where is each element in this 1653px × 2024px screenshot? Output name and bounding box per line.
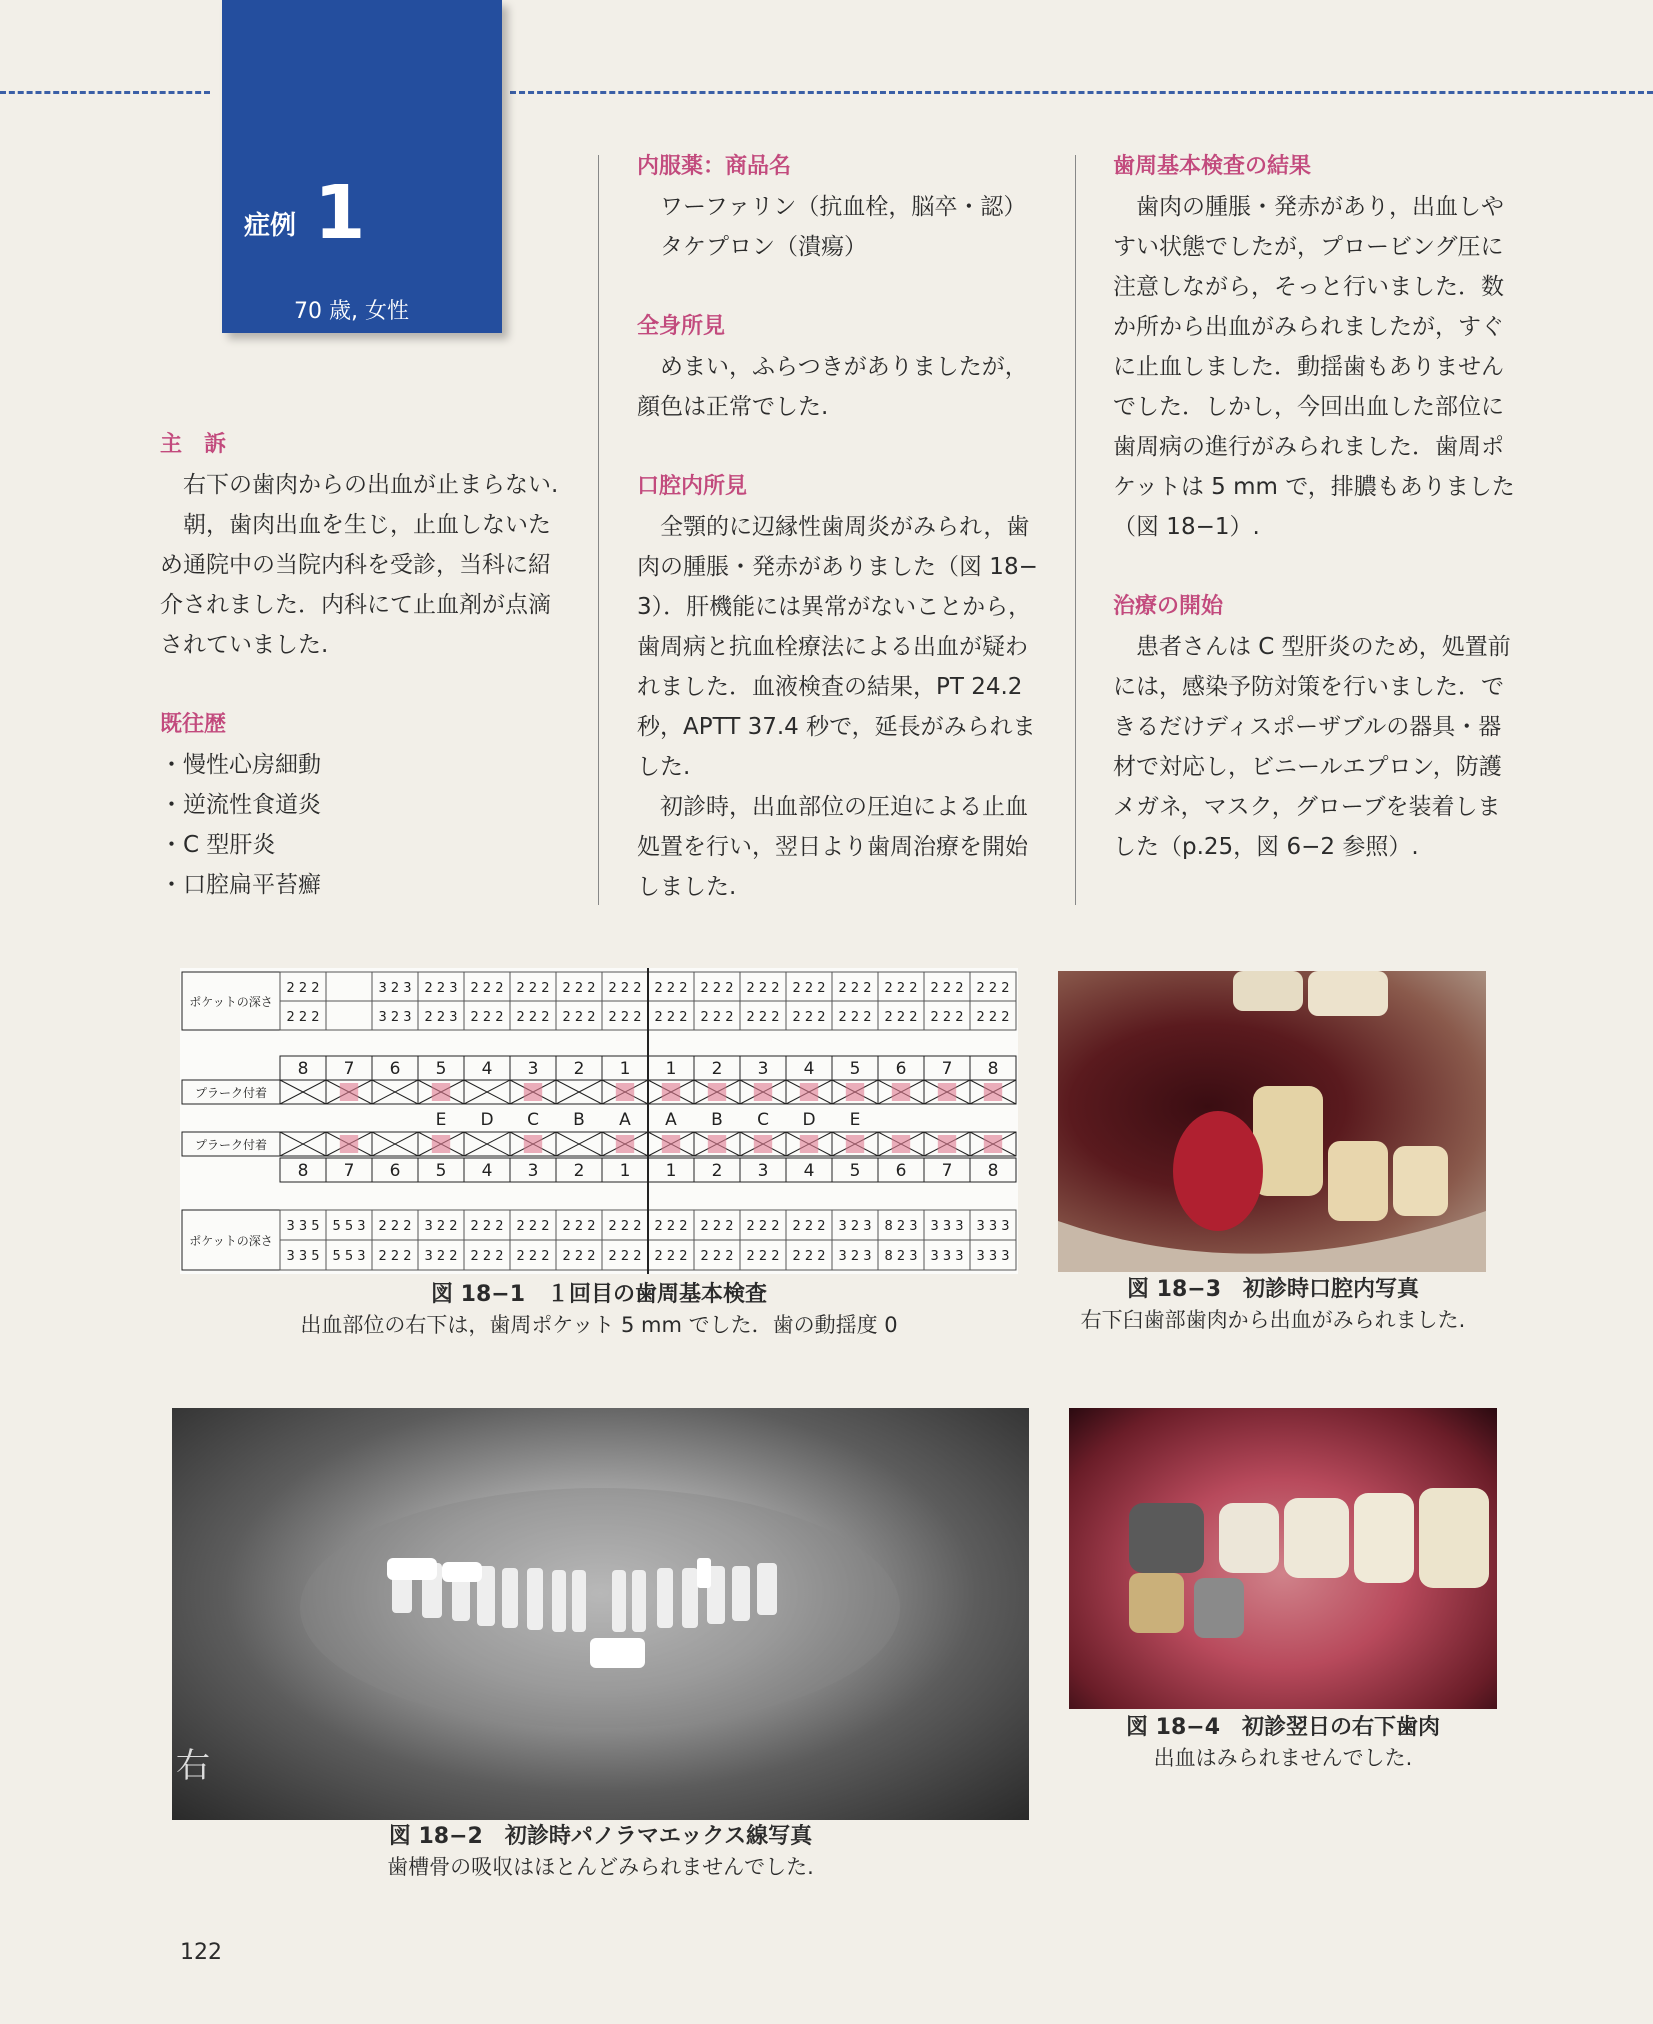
fig3-caption xyxy=(1040,1275,1506,1335)
pocket-value-lower: 8 2 3 xyxy=(884,1249,918,1264)
plaque-row-lower-plaque-fill xyxy=(616,1135,634,1153)
plaque-row-upper-plaque-fill xyxy=(662,1083,680,1101)
fig1-title: 図 18−1 １回目の歯周基本検査 xyxy=(430,1282,768,1307)
tooth-row-lower-number: 8 xyxy=(987,1161,999,1181)
column-right xyxy=(1113,147,1553,867)
column-left xyxy=(160,425,580,905)
plaque-row-upper-plaque-fill xyxy=(892,1083,910,1101)
intraoral-photo-first-visit xyxy=(1058,971,1486,1272)
pocket-value-upper: 2 2 2 xyxy=(930,981,964,996)
chief-complaint-l1: 朝，歯肉出血を生じ，止血しないた xyxy=(183,512,551,538)
pocket-value-upper: 2 2 2 xyxy=(700,1010,734,1025)
treatment-start-l6: した（p.25，図 6−2 参照）. xyxy=(1113,834,1419,860)
pocket-value-upper: 3 2 3 xyxy=(378,981,412,996)
oral-findings-l1: 全顎的に辺縁性歯周炎がみられ，歯 xyxy=(660,514,1030,540)
tooth-row-upper-number: 7 xyxy=(343,1059,355,1079)
plaque-row-upper-plaque-fill xyxy=(708,1083,726,1101)
pocket-value-lower: 3 2 3 xyxy=(838,1219,872,1234)
tooth-row-upper-number: 8 xyxy=(987,1059,999,1079)
pocket-value-lower: 2 2 2 xyxy=(608,1219,642,1234)
pocket-value-upper: 2 2 2 xyxy=(286,1010,320,1025)
pocket-value-lower: 3 2 3 xyxy=(838,1249,872,1264)
pocket-value-upper: 2 2 2 xyxy=(470,1010,504,1025)
history-item: ・口腔扁平苔癬 xyxy=(160,872,321,898)
pocket-value-upper: 3 2 3 xyxy=(378,1010,412,1025)
plaque-row-upper-plaque-fill xyxy=(524,1083,542,1101)
medication-item: タケプロン（潰瘍） xyxy=(660,234,867,260)
tooth-row-upper-number: 1 xyxy=(619,1059,631,1079)
medication-heading: 内服薬：商品名 xyxy=(637,154,792,179)
tooth-row-upper-number: 2 xyxy=(711,1059,723,1079)
pocket-value-upper: 2 2 3 xyxy=(424,1010,458,1025)
pocket-value-lower: 2 2 2 xyxy=(792,1249,826,1264)
pocket-value-upper: 2 2 2 xyxy=(976,1010,1010,1025)
row-label-plaque-lower: プラーク付着 xyxy=(194,1138,268,1152)
tooth-row-upper-number: 2 xyxy=(573,1059,585,1079)
plaque-row-upper-plaque-fill xyxy=(984,1083,1002,1101)
first-visit-l1: 初診時，出血部位の圧迫による止血 xyxy=(660,794,1028,820)
exam-results-l2: すい状態でしたが，プロービング圧に xyxy=(1113,234,1504,260)
chief-complaint-heading: 主 訴 xyxy=(160,432,227,457)
case-header-box xyxy=(222,0,502,333)
plaque-row-lower-plaque-fill xyxy=(524,1135,542,1153)
pocket-value-upper: 2 2 2 xyxy=(976,981,1010,996)
pocket-value-upper: 2 2 2 xyxy=(562,981,596,996)
fig3-subtitle: 右下臼歯部歯肉から出血がみられました. xyxy=(1080,1308,1466,1332)
plaque-row-lower-plaque-fill xyxy=(892,1135,910,1153)
pocket-value-lower: 2 2 2 xyxy=(746,1219,780,1234)
general-findings-l2: 顔色は正常でした. xyxy=(637,394,829,420)
pocket-value-lower: 2 2 2 xyxy=(654,1219,688,1234)
tooth-row-lower-number: 6 xyxy=(895,1161,907,1181)
pocket-value-upper: 2 2 2 xyxy=(608,981,642,996)
pocket-value-lower: 2 2 2 xyxy=(470,1249,504,1264)
oral-findings-l7: した. xyxy=(637,754,691,780)
tooth-row-upper-number: 3 xyxy=(757,1059,769,1079)
pocket-value-upper: 2 2 2 xyxy=(746,1010,780,1025)
fig4-subtitle: 出血はみられませんでした. xyxy=(1153,1746,1413,1770)
periodontal-chart-svg xyxy=(180,968,1018,1274)
deciduous-letter: B xyxy=(711,1110,723,1130)
plaque-row-lower-plaque-fill xyxy=(432,1135,450,1153)
pocket-value-upper: 2 2 2 xyxy=(792,981,826,996)
fig2-title: 図 18−2 初診時パノラマエックス線写真 xyxy=(388,1824,813,1849)
history-item: ・慢性心房細動 xyxy=(160,752,321,778)
tooth-row-upper-number: 6 xyxy=(389,1059,401,1079)
tooth-row-lower-number: 7 xyxy=(343,1161,355,1181)
tooth-row-lower-number: 1 xyxy=(619,1161,631,1181)
pocket-value-upper: 2 2 2 xyxy=(792,1010,826,1025)
plaque-row-lower-plaque-fill xyxy=(754,1135,772,1153)
oral-findings-l5: れました．血液検査の結果，PT 24.2 xyxy=(637,674,1023,700)
pocket-value-lower: 3 3 3 xyxy=(976,1219,1010,1234)
plaque-row-lower-plaque-fill xyxy=(846,1135,864,1153)
treatment-start-heading: 治療の開始 xyxy=(1113,594,1224,619)
plaque-row-lower-plaque-fill xyxy=(708,1135,726,1153)
pocket-value-upper: 2 2 2 xyxy=(654,1010,688,1025)
tooth-row-upper-number: 3 xyxy=(527,1059,539,1079)
header-dashed-rule-left xyxy=(0,91,210,94)
tooth-row-upper-number: 6 xyxy=(895,1059,907,1079)
plaque-row-upper-plaque-fill xyxy=(432,1083,450,1101)
xray-side-mark: 右 xyxy=(176,1746,210,1786)
fig3-title: 図 18−3 初診時口腔内写真 xyxy=(1126,1277,1420,1302)
pocket-value-upper: 2 2 2 xyxy=(654,981,688,996)
general-findings-heading: 全身所見 xyxy=(637,314,726,339)
chief-complaint-l3: 介されました．内科にて止血剤が点滴 xyxy=(160,592,551,618)
tooth-row-lower-number: 2 xyxy=(573,1161,585,1181)
tooth-row-upper-number: 5 xyxy=(849,1059,861,1079)
deciduous-letter: C xyxy=(527,1110,539,1130)
deciduous-letter: D xyxy=(802,1110,816,1130)
chief-complaint-l4: されていました. xyxy=(160,632,329,658)
oral-findings-heading: 口腔内所見 xyxy=(637,474,748,499)
tooth-row-lower-number: 2 xyxy=(711,1161,723,1181)
pocket-value-lower: 2 2 2 xyxy=(608,1249,642,1264)
pocket-value-upper: 2 2 2 xyxy=(516,1010,550,1025)
deciduous-letter: B xyxy=(573,1110,585,1130)
pocket-value-lower: 2 2 2 xyxy=(700,1249,734,1264)
pocket-value-lower: 8 2 3 xyxy=(884,1219,918,1234)
row-label-pocket-lower: ポケットの深さ xyxy=(189,1234,273,1248)
pocket-value-upper: 2 2 2 xyxy=(608,1010,642,1025)
case-label: 症例 xyxy=(244,211,297,241)
exam-results-l9: （図 18−1）. xyxy=(1113,514,1260,540)
tooth-row-lower-number: 4 xyxy=(803,1161,815,1181)
oral-findings-l4: 歯周病と抗血栓療法による出血が疑わ xyxy=(637,634,1028,660)
page-number: 122 xyxy=(180,1940,222,1965)
pocket-value-upper: 2 2 2 xyxy=(470,981,504,996)
pocket-value-lower: 3 3 3 xyxy=(930,1249,964,1264)
oral-findings-l2: 肉の腫脹・発赤がありました（図 18− xyxy=(637,554,1038,580)
fig2-caption xyxy=(172,1822,1029,1882)
exam-results-l5: に止血しました．動揺歯もありません xyxy=(1113,354,1504,380)
exam-results-l8: ケットは 5 mm で，排膿もありました xyxy=(1113,474,1515,500)
patient-info: 70 歳, 女性 xyxy=(294,299,409,324)
treatment-start-l5: メガネ，マスク，グローブを装着しま xyxy=(1113,794,1501,820)
fig2-subtitle: 歯槽骨の吸収はほとんどみられませんでした. xyxy=(387,1855,814,1879)
treatment-start-l1: 患者さんは C 型肝炎のため，処置前 xyxy=(1136,634,1511,660)
exam-results-l6: でした．しかし，今回出血した部位に xyxy=(1113,394,1504,420)
plaque-row-upper-plaque-fill xyxy=(800,1083,818,1101)
pocket-value-lower: 2 2 2 xyxy=(516,1249,550,1264)
plaque-row-lower-plaque-fill xyxy=(938,1135,956,1153)
plaque-row-upper-plaque-fill xyxy=(754,1083,772,1101)
exam-results-l7: 歯周病の進行がみられました．歯周ポ xyxy=(1113,434,1504,460)
pocket-value-upper: 2 2 2 xyxy=(562,1010,596,1025)
medication-item: ワーファリン（抗血栓，脳卒・認） xyxy=(660,194,1027,220)
header-dashed-rule-right xyxy=(510,91,1653,94)
pocket-value-lower: 3 3 5 xyxy=(286,1219,320,1234)
chief-complaint-l2: め通院中の当院内科を受診，当科に紹 xyxy=(160,552,551,578)
tooth-row-lower-number: 5 xyxy=(435,1161,447,1181)
tooth-row-lower-number: 4 xyxy=(481,1161,493,1181)
pocket-value-lower: 2 2 2 xyxy=(562,1249,596,1264)
pocket-value-lower: 2 2 2 xyxy=(562,1219,596,1234)
pocket-value-lower: 3 3 3 xyxy=(976,1249,1010,1264)
fig4-caption xyxy=(1050,1713,1516,1773)
plaque-row-upper-plaque-fill xyxy=(846,1083,864,1101)
column-middle xyxy=(637,147,1057,907)
intraoral-photo-next-day xyxy=(1069,1408,1497,1709)
deciduous-letter: A xyxy=(665,1110,677,1130)
pocket-value-lower: 2 2 2 xyxy=(378,1219,412,1234)
pocket-value-upper: 2 2 2 xyxy=(930,1010,964,1025)
panoramic-xray xyxy=(172,1408,1029,1820)
exam-results-l4: か所から出血がみられましたが，すぐ xyxy=(1113,314,1504,340)
row-label-plaque-upper: プラーク付着 xyxy=(194,1086,268,1100)
fig1-subtitle: 出血部位の右下は，歯周ポケット 5 mm でした．歯の動揺度 0 xyxy=(300,1313,898,1337)
treatment-start-l3: きるだけディスポーザブルの器具・器 xyxy=(1113,714,1502,740)
pocket-value-lower: 2 2 2 xyxy=(792,1219,826,1234)
tooth-row-upper-number: 5 xyxy=(435,1059,447,1079)
plaque-row-upper-plaque-fill xyxy=(616,1083,634,1101)
exam-results-heading: 歯周基本検査の結果 xyxy=(1113,154,1312,179)
periodontal-chart xyxy=(180,968,1018,1274)
pocket-value-upper: 2 2 2 xyxy=(838,1010,872,1025)
pocket-value-lower: 2 2 2 xyxy=(378,1249,412,1264)
tooth-row-lower-number: 8 xyxy=(297,1161,309,1181)
pocket-value-upper: 2 2 3 xyxy=(424,981,458,996)
exam-results-l3: 注意しながら，そっと行いました．数 xyxy=(1113,274,1504,300)
deciduous-letter: E xyxy=(435,1110,447,1130)
first-visit-l3: しました. xyxy=(637,874,737,900)
plaque-row-lower-plaque-fill xyxy=(800,1135,818,1153)
general-findings-l1: めまい，ふらつきがありましたが， xyxy=(660,354,1028,380)
pocket-value-lower: 2 2 2 xyxy=(746,1249,780,1264)
pocket-value-upper: 2 2 2 xyxy=(286,981,320,996)
fig1-caption xyxy=(180,1280,1018,1340)
pocket-value-lower: 2 2 2 xyxy=(700,1219,734,1234)
tooth-row-upper-number: 1 xyxy=(665,1059,677,1079)
pocket-value-upper: 2 2 2 xyxy=(838,981,872,996)
treatment-start-l4: 材で対応し，ビニールエプロン，防護 xyxy=(1113,754,1502,780)
plaque-row-upper-plaque-fill xyxy=(938,1083,956,1101)
pocket-value-lower: 2 2 2 xyxy=(516,1219,550,1234)
pocket-value-upper: 2 2 2 xyxy=(516,981,550,996)
exam-results-l1: 歯肉の腫脹・発赤があり，出血しや xyxy=(1136,194,1504,220)
tooth-row-lower-number: 6 xyxy=(389,1161,401,1181)
row-label-pocket-upper: ポケットの深さ xyxy=(189,995,273,1009)
history-item: ・逆流性食道炎 xyxy=(160,792,321,818)
tooth-row-lower-number: 1 xyxy=(665,1161,677,1181)
treatment-start-l2: には，感染予防対策を行いました．で xyxy=(1113,674,1504,700)
pocket-value-lower: 2 2 2 xyxy=(470,1219,504,1234)
deciduous-letter: D xyxy=(480,1110,494,1130)
column-divider xyxy=(1075,155,1076,905)
chief-complaint-p1: 右下の歯肉からの出血が止まらない. xyxy=(183,472,559,498)
medical-history-list xyxy=(160,745,580,905)
pocket-value-lower: 3 2 2 xyxy=(424,1219,458,1234)
column-divider xyxy=(598,155,599,905)
medical-history-heading: 既往歴 xyxy=(160,712,227,737)
plaque-row-lower-plaque-fill xyxy=(340,1135,358,1153)
pocket-value-upper: 2 2 2 xyxy=(884,981,918,996)
deciduous-letter: E xyxy=(849,1110,861,1130)
plaque-row-lower-plaque-fill xyxy=(984,1135,1002,1153)
tooth-row-upper-number: 4 xyxy=(481,1059,493,1079)
pocket-value-lower: 3 3 3 xyxy=(930,1219,964,1234)
tooth-row-upper-number: 7 xyxy=(941,1059,953,1079)
oral-findings-l3: 3）．肝機能には異常がないことから， xyxy=(637,594,1032,620)
pocket-value-lower: 2 2 2 xyxy=(654,1249,688,1264)
deciduous-letter: C xyxy=(757,1110,769,1130)
tooth-row-lower-number: 3 xyxy=(757,1161,769,1181)
pocket-value-lower: 5 5 3 xyxy=(332,1219,366,1234)
pocket-value-lower: 5 5 3 xyxy=(332,1249,366,1264)
tooth-row-lower-number: 3 xyxy=(527,1161,539,1181)
oral-findings-l6: 秒，APTT 37.4 秒で，延長がみられま xyxy=(637,714,1036,740)
fig4-title: 図 18−4 初診翌日の右下歯肉 xyxy=(1125,1715,1441,1740)
pocket-value-upper: 2 2 2 xyxy=(700,981,734,996)
first-visit-l2: 処置を行い，翌日より歯周治療を開始 xyxy=(637,834,1028,860)
tooth-row-upper-number: 8 xyxy=(297,1059,309,1079)
pocket-value-lower: 3 3 5 xyxy=(286,1249,320,1264)
pocket-value-lower: 3 2 2 xyxy=(424,1249,458,1264)
pocket-cell-upper xyxy=(326,1001,372,1030)
plaque-row-upper-plaque-fill xyxy=(340,1083,358,1101)
pocket-cell-upper xyxy=(326,972,372,1001)
tooth-row-upper-number: 4 xyxy=(803,1059,815,1079)
pocket-value-upper: 2 2 2 xyxy=(884,1010,918,1025)
tooth-row-lower-number: 5 xyxy=(849,1161,861,1181)
history-item: ・C 型肝炎 xyxy=(160,832,276,858)
deciduous-letter: A xyxy=(619,1110,631,1130)
case-number: 1 xyxy=(314,170,366,256)
pocket-value-upper: 2 2 2 xyxy=(746,981,780,996)
plaque-row-lower-plaque-fill xyxy=(662,1135,680,1153)
tooth-row-lower-number: 7 xyxy=(941,1161,953,1181)
